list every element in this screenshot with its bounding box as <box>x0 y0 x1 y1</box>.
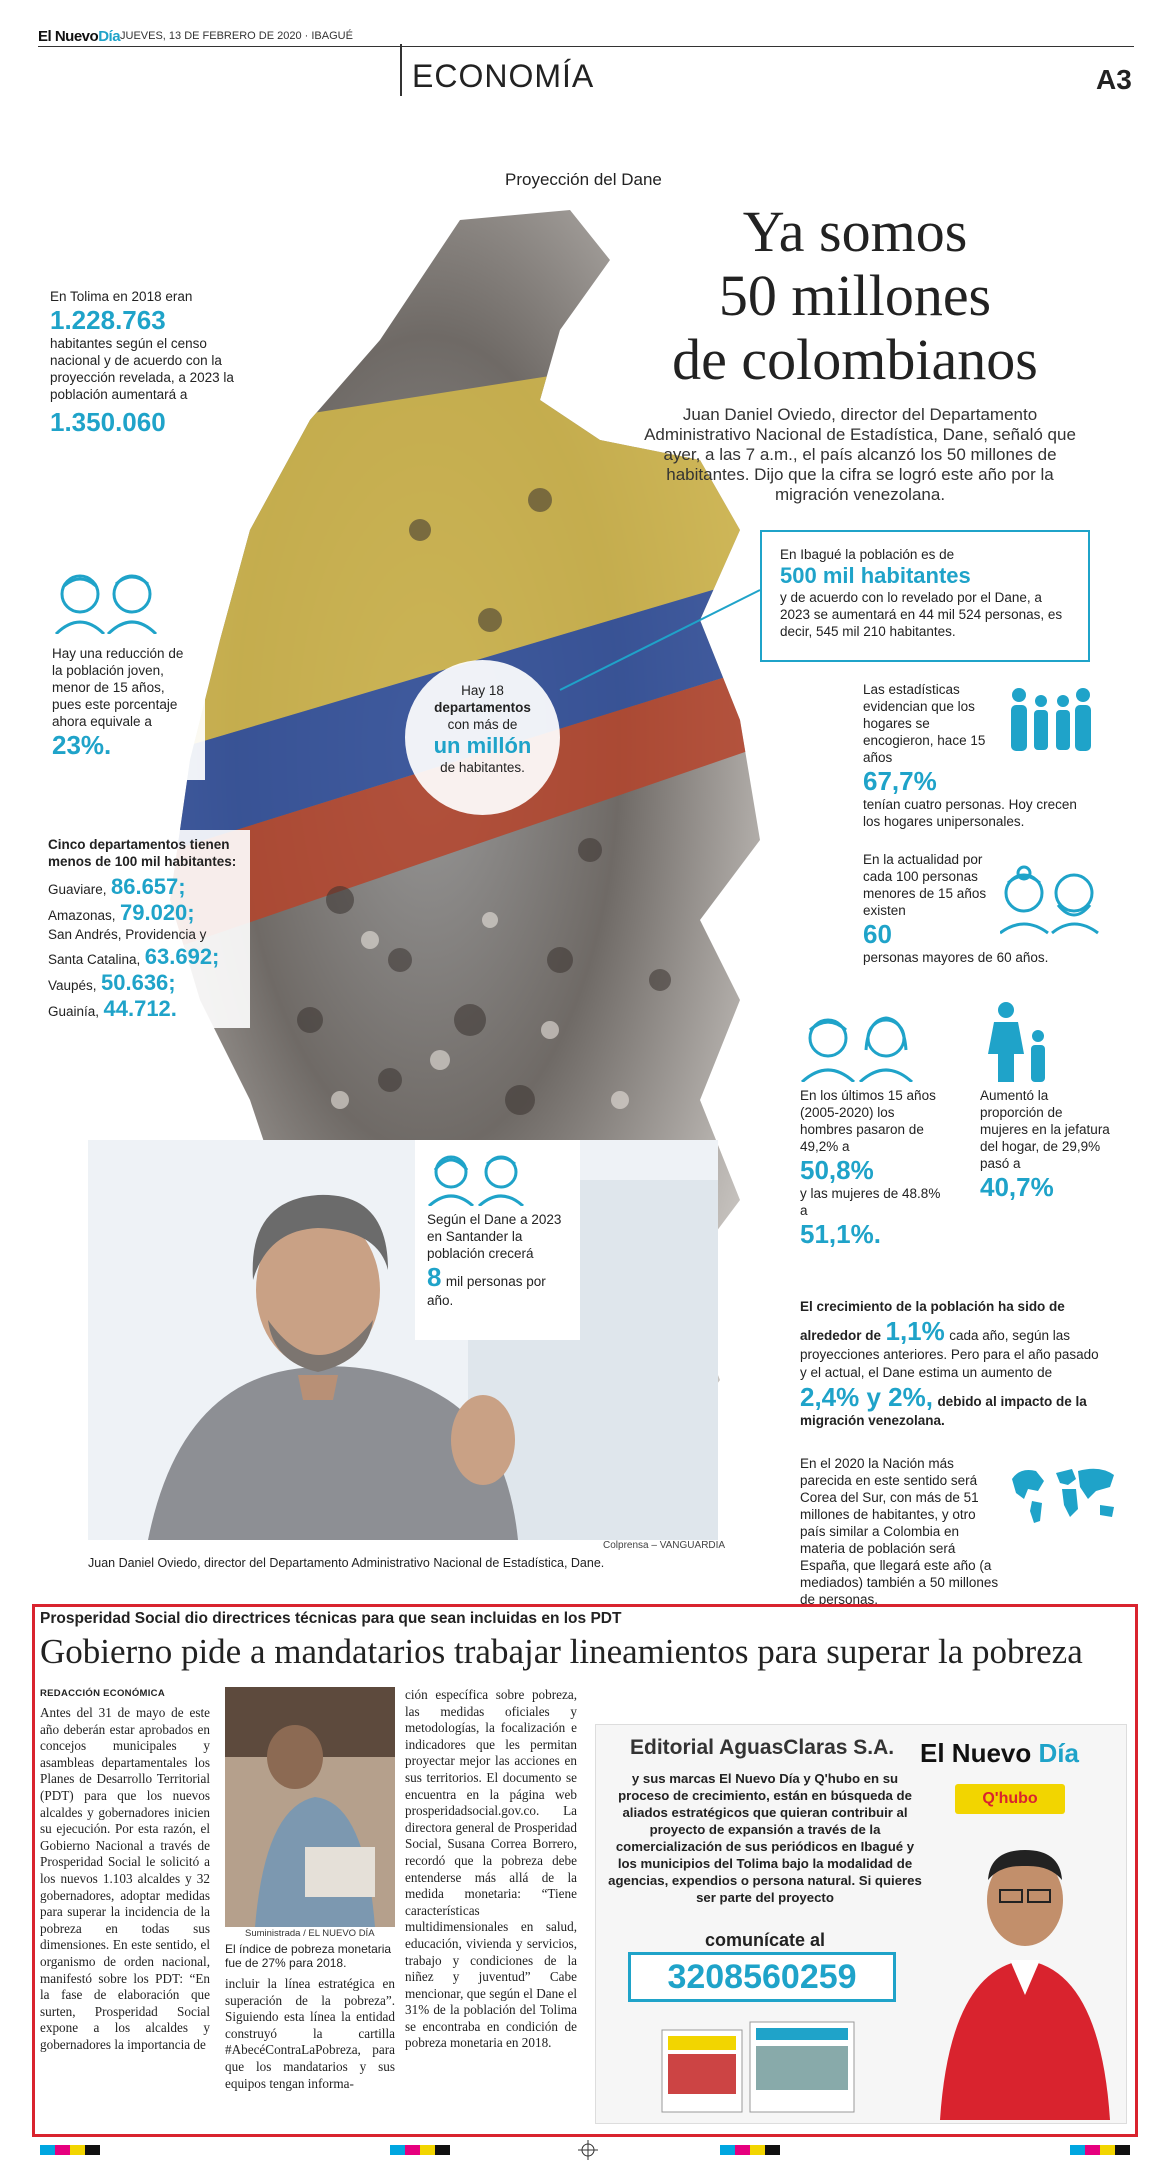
couple-icon <box>427 1150 527 1206</box>
article-column-3: ción específica sobre pobreza, las medidas oficiales y metodologías, la focalización e indicadores que les permitan proyectar mejor las acciones en sus territorios. El documento se encuentra en la página web prosperidadsocial.gov.co. La directora general de Prosperidad Social, Susana Correa Borrero, recordó que la pobreza debe entenderse más allá de la medida monetaria: “Tiene características multidimensionales en salud, educación, vivienda y servicios, trabajo y condiciones de la niñez y juventud” Cabe mencionar, que según el Dane el 31% de la población del Tolima se encontraba en condición de pobreza monetaria en 2018. <box>405 1687 577 2051</box>
article-headline: Gobierno pide a mandatarios trabajar lineamientos para superar la pobreza <box>40 1632 1083 1671</box>
man-woman-icon <box>800 1010 920 1082</box>
article-byline: REDACCIÓN ECONÓMICA <box>40 1688 165 1699</box>
ad-body: y sus marcas El Nuevo Día y Q'hubo en su proceso de crecimiento, están en búsqueda de aliados estratégicos que quieran contribuir al proyecto de expansión a través de la comercialización de sus periódicos en Ibagué y los municipios del Tolima bajo la modalidad de agencias, expendios o persona natural. Si quieres ser parte del proyecto <box>608 1771 922 1905</box>
poverty-photo-caption: El índice de pobreza monetaria fue de 27% para 2018. <box>225 1942 392 1970</box>
women-household-stat: Aumentó la proporción de mujeres en la jefatura del hogar, de 29,9% pasó a 40,7% <box>980 1000 1110 1202</box>
children-icon <box>52 570 162 634</box>
dept-item: Vaupés, 50.636; <box>48 970 176 995</box>
world-map-icon <box>1010 1465 1120 1525</box>
crosshair-mark <box>578 2140 598 2160</box>
tolima-stat: En Tolima en 2018 eran 1.228.763 habitantes según el censo nacional y de acuerdo con la proyección revelada, a 2023 la población aumentará a 1.350.060 <box>40 280 250 445</box>
registration-bar <box>1070 2145 1130 2155</box>
newspaper-stack-image <box>660 2020 860 2115</box>
poverty-photo <box>225 1687 395 1927</box>
feature-kicker: Proyección del Dane <box>505 170 662 189</box>
registration-bar <box>720 2145 780 2155</box>
ad-call-to-action: comunícate al <box>705 1930 826 1950</box>
ad-phone-number[interactable]: 3208560259 <box>628 1952 896 2002</box>
article-column-2: incluir la línea estratégica en superación de la pobreza”. Siguiendo esta línea la entidad construyó la cartilla #AbecéContraLaPobreza, para que los mandatarios y sus equipos tengan informa- <box>225 1976 395 2091</box>
woman-child-icon <box>980 1000 1060 1082</box>
growth-stat: El crecimiento de la población ha sido de alrededor de 1,1% cada año, según las proyecciones anteriores. Pero para el año pasado y el actual, el Dane estima un aumento de 2,4% y 2%, debido al impacto de la migración venezolana. <box>800 1299 1099 1428</box>
newspaper-logo: El NuevoDía <box>38 28 121 45</box>
poverty-photo-credit: Suministrada / EL NUEVO DÍA <box>245 1928 375 1939</box>
elderly-stat: En la actualidad por cada 100 personas menores de 15 años existen 60 personas mayores de 60 años. <box>855 845 1095 972</box>
dept-item: Amazonas, 79.020; <box>48 900 195 925</box>
dept-item: Guaviare, 86.657; <box>48 874 186 899</box>
registration-bar <box>40 2145 100 2155</box>
registration-bar <box>390 2145 450 2155</box>
feature-headline: Ya somos 50 millones de colombianos <box>672 199 1038 392</box>
santander-stat: Según el Dane a 2023 en Santander la población crecerá 8 mil personas por año. <box>415 1140 580 1340</box>
households-stat: Las estadísticas evidencian que los hogares se encogieron, hace 15 años 67,7% tenían cuatro personas. Hoy crecen los hogares unipersonales. <box>855 675 1095 836</box>
ibague-pointer-line <box>555 585 765 695</box>
korea-spain-stat: En el 2020 la Nación más parecida en este sentido será Corea del Sur, con más de 51 millones de habitantes, y otro país similar a Colombia en materia de población será España, que llegará este año (a mediados) también a 50 millones de personas. <box>800 1456 999 1607</box>
family-icon <box>1005 685 1095 755</box>
article-kicker: Prosperidad Social dio directrices técnicas para que sean incluidas en los PDT <box>40 1610 622 1627</box>
issue-date: JUEVES, 13 DE FEBRERO DE 2020 · IBAGUÉ <box>120 30 353 42</box>
small-departments-list: Cinco departamentos tienen menos de 100 mil habitantes: Guaviare, 86.657; Amazonas, 79.020; San Andrés, Providencia y Santa Catalina, 63.692; Vaupés, 50.636; Guainía, 44.712. <box>40 830 250 1028</box>
article-column-1: Antes del 31 de mayo de este año deberán estar aprobados en concejos municipales y asambleas departamentales los Planes de Desarrollo Territorial (PDT) para que los nuevos alcaldes y gobernadores inicien su ejecución. Por esta razón, el Gobierno Nacional a través de Prosperidad Social le solicitó a los nuevos 1.103 alcaldes y 32 gobernadores, adoptar medidas para superar la incidencia de la pobreza en todas sus dimensiones. En este sentido, el organismo de orden nacional, manifestó sobre los PDT: “En la fase de elaboración que surten, Prosperidad Social expone a los alcaldes y gobernadores la importancia de <box>40 1705 210 2052</box>
feature-deck: Juan Daniel Oviedo, director del Departamento Administrativo Nacional de Estadística, Dane, señaló que ayer, a las 7 a.m., el país alcanzó los 50 millones de habitantes. Dijo que la cifra se logró este año por la migración venezolana. <box>644 405 1076 504</box>
gender-stat: En los últimos 15 años (2005-2020) los hombres pasaron de 49,2% a 50,8% y las mujeres de 48.8% a 51,1%. <box>800 1010 950 1249</box>
photo-credit: Colprensa – VANGUARDIA <box>603 1540 726 1551</box>
oviedo-photo <box>88 1140 718 1540</box>
young-population-stat: Hay una reducción de la población joven, menor de 15 años, pues este porcentaje ahora equivale a 23%. <box>40 560 205 780</box>
dept-item: Guainía, 44.712. <box>48 996 177 1021</box>
header-rule <box>38 46 1134 47</box>
ad-company-name: Editorial AguasClaras S.A. <box>630 1736 895 1759</box>
ad-vendor-person-image <box>930 1820 1120 2120</box>
qhubo-logo: Q'hubo <box>955 1784 1065 1814</box>
section-divider <box>400 44 402 96</box>
departments-circle: Hay 18 departamentos con más de un millón de habitantes. <box>405 660 560 815</box>
ad-newspaper-logo: El Nuevo Día <box>920 1738 1079 1768</box>
dept-item: San Andrés, Providencia y Santa Catalina, 63.692; <box>48 927 220 969</box>
elderly-icon <box>1000 865 1100 935</box>
ibague-stat: En Ibagué la población es de 500 mil habitantes y de acuerdo con lo revelado por el Dane, a 2023 se aumentará en 44 mil 524 personas, es decir, 545 mil 210 habitantes. <box>760 530 1090 662</box>
page-number: A3 <box>1096 64 1132 95</box>
section-title: ECONOMÍA <box>412 58 595 94</box>
photo-caption: Juan Daniel Oviedo, director del Departamento Administrativo Nacional de Estadística, Dane. <box>88 1556 605 1570</box>
